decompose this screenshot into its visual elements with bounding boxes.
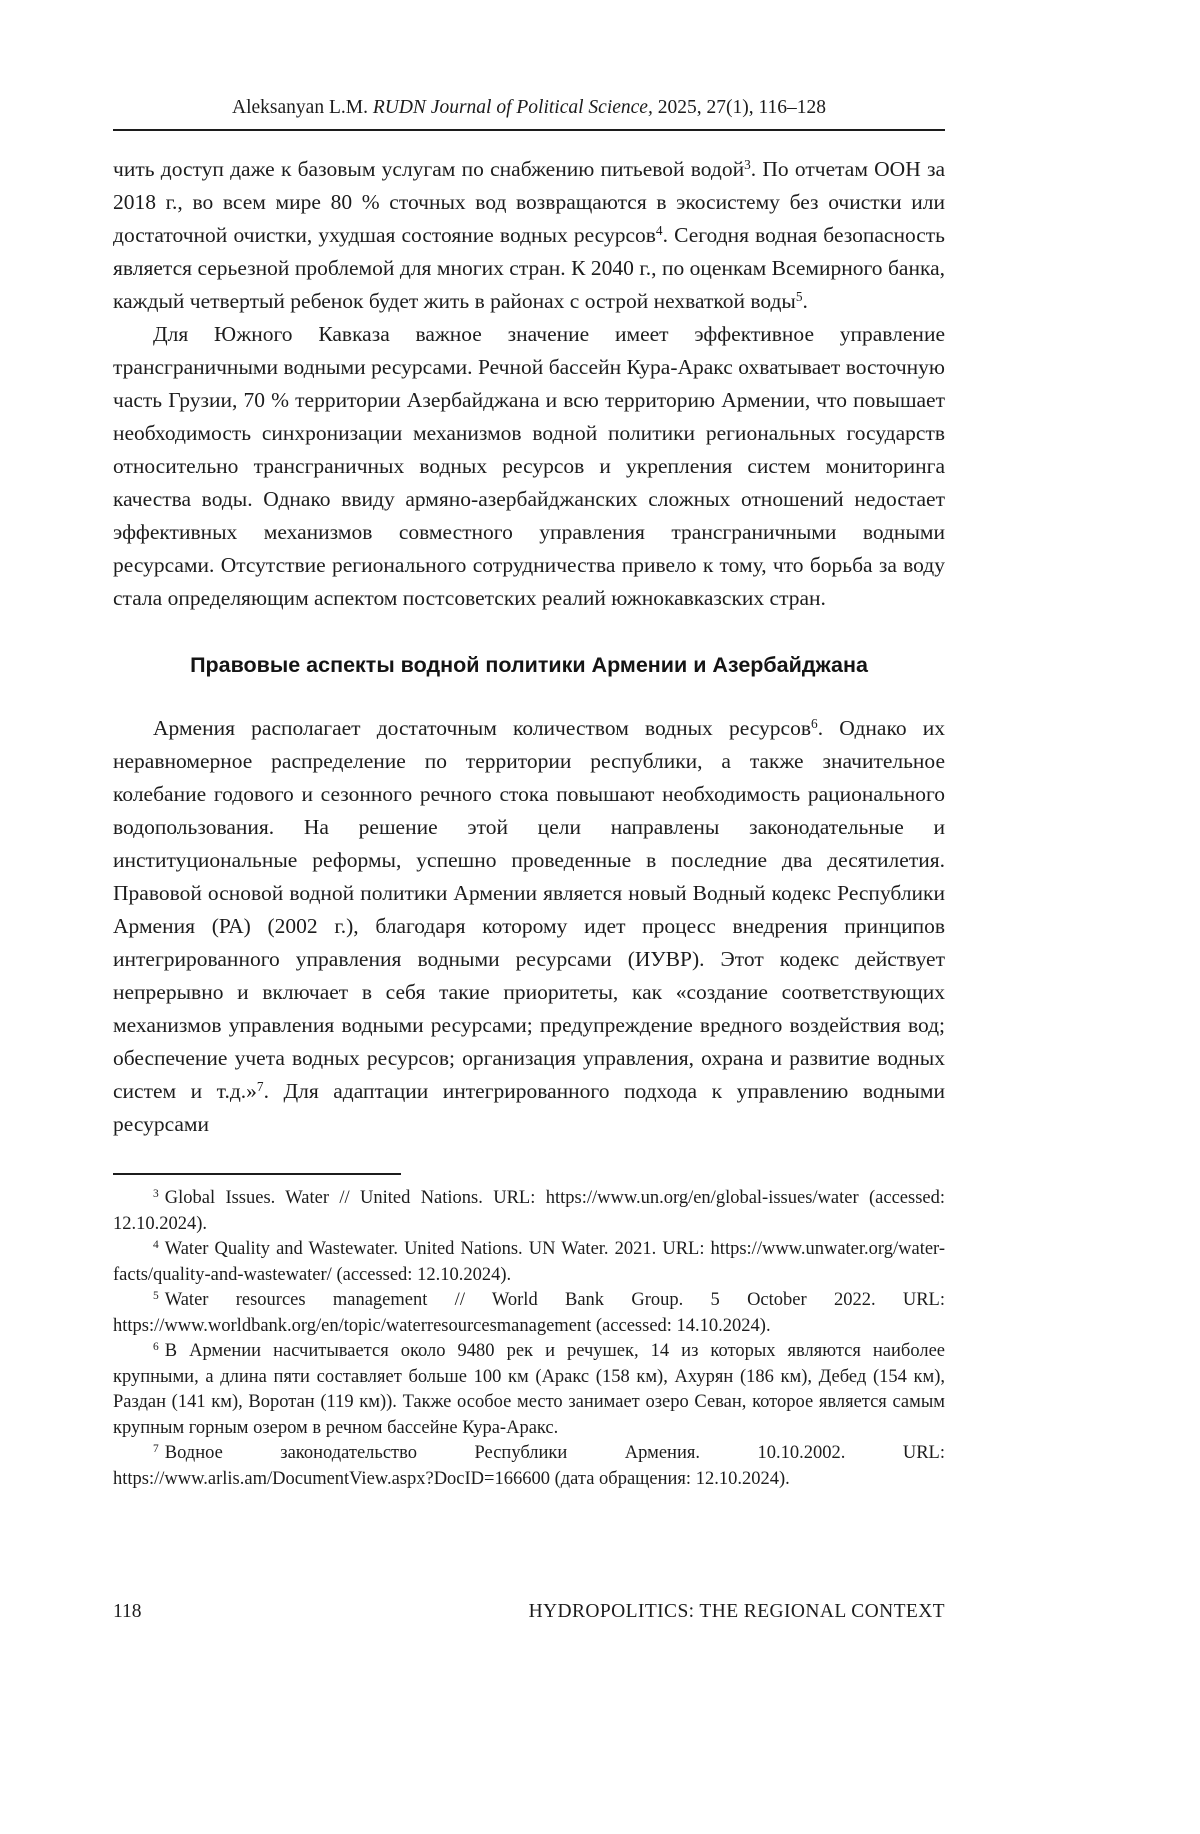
header-citation — [113, 96, 945, 129]
body-paragraph: Для Южного Кавказа важное значение имеет эффективное управление трансграничными водными ресурсами. Речной бассейн Кура-Аракс охватывает восточную часть Грузии, 70 % территории Азербайджана и всю территорию Армении, что повышает необходимость синхронизации механизмов водной политики региональных государств относительно трансграничных водных ресурсов и укрепления систем мониторинга качества воды. Однако ввиду армяно-азербайджанских сложных отношений недостает эффективных механизмов совместного управления трансграничными водными ресурсами. Отсутствие регионального сотрудничества привело к тому, что борьба за воду стала определяющим аспектом постсоветских реалий южнокавказских стран. — [113, 322, 945, 610]
footnote-text: Water Quality and Wastewater. United Nations. UN Water. 2021. URL: https://www.unwater.org/water-facts/quality-and-wastewater/ (accessed: 12.10.2024). — [113, 1239, 945, 1285]
footnote-item — [113, 1288, 945, 1339]
footnote-text: Global Issues. Water // United Nations. URL: https://www.un.org/en/global-issues/water (accessed: 12.10.2024). — [113, 1188, 945, 1234]
header-issue-info: 2025, 27(1), 116–128 — [657, 97, 826, 118]
footnote-item — [113, 1237, 945, 1288]
footnote-reference: 7 — [256, 1078, 264, 1094]
footnote-reference: 3 — [744, 156, 751, 172]
running-title: HYDROPOLITICS: THE REGIONAL CONTEXT — [528, 1601, 945, 1622]
body-paragraph: чить доступ даже к базовым услугам по снабжению питьевой водой$^3$. По отчетам ООН за 2018 г., во всем мире 80 % сточных вод возвращаются в экосистему без очистки или достаточной очистки, ухудшая состояние водных ресурсов$^4$. Сегодня водная безопасность является серьезной проблемой для многих стран. К 2040 г., по оценкам Всемирного банка, каждый четвертый ребенок будет жить в районах с острой нехваткой воды$^5$. — [113, 156, 945, 313]
footnote-reference: 5 — [795, 288, 803, 304]
footnote-marker: 7 — [153, 1442, 159, 1455]
footnote-marker: 3 — [153, 1187, 159, 1200]
footnote-item — [113, 1186, 945, 1237]
article-body — [113, 153, 945, 1141]
footnote-text: В Армении насчитывается около 9480 рек и речушек, 14 из которых являются наиболее крупными, а длина пяти составляет больше 100 км (Аракс (158 км), Ахурян (186 км), Дебед (154 км), Раздан (141 км), Воротан (119 км)). Также особое место занимает озеро Севан, которое является самым крупным горным озером в речном бассейне Кура-Аракс. — [113, 1341, 945, 1438]
footnote-reference: 6 — [811, 715, 818, 731]
page-footer — [113, 1600, 945, 1624]
section-heading: Правовые аспекты водной политики Армении и Азербайджана — [190, 653, 868, 677]
running-header — [113, 0, 945, 131]
footnote-marker: 5 — [153, 1289, 159, 1302]
footnotes-section — [113, 1173, 945, 1492]
header-author: Aleksanyan L.M. — [232, 97, 368, 118]
page-number: 118 — [113, 1601, 142, 1622]
body-paragraph: Армения располагает достаточным количеством водных ресурсов$^6$. Однако их неравномерное распределение по территории республики, а также значительное колебание годового и сезонного речного стока повышают необходимость рационального водопользования. На решение этой цели направлены законодательные и институциональные реформы, успешно проведенные в последние два десятилетия. Правовой основой водной политики Армении является новый Водный кодекс Республики Армения (РА) (2002 г.), благодаря которому идет процесс внедрения принципов интегрированного управления водными ресурсами (ИУВР). Этот кодекс действует непрерывно и включает в себя такие приоритеты, как «создание соответствующих механизмов управления водными ресурсами; предупреждение вредного воздействия вод; обеспечение учета водных ресурсов; организация управления, охрана и развитие водных систем и т.д.»$^7$. Для адаптации интегрированного подхода к управлению водными ресурсами — [113, 715, 946, 1136]
footnote-text: Водное законодательство Республики Армения. 10.10.2002. URL: https://www.arlis.am/DocumentView.aspx?DocID=166600 (дата обращения: 12.10.2024). — [113, 1443, 945, 1489]
footnote-reference: 4 — [655, 222, 663, 238]
header-rule — [113, 129, 945, 131]
footnote-text: Water resources management // World Bank Group. 5 October 2022. URL: https://www.worldbank.org/en/topic/waterresourcesmanagement (accessed: 14.10.2024). — [113, 1290, 945, 1336]
header-journal-title: RUDN Journal of Political Science, — [372, 97, 653, 118]
footnote-separator-rule — [113, 1173, 401, 1175]
footnote-item — [113, 1441, 945, 1492]
footnote-marker: 6 — [153, 1340, 159, 1353]
footnote-item — [113, 1339, 945, 1441]
content-column — [113, 0, 945, 1492]
footnote-marker: 4 — [153, 1238, 159, 1251]
